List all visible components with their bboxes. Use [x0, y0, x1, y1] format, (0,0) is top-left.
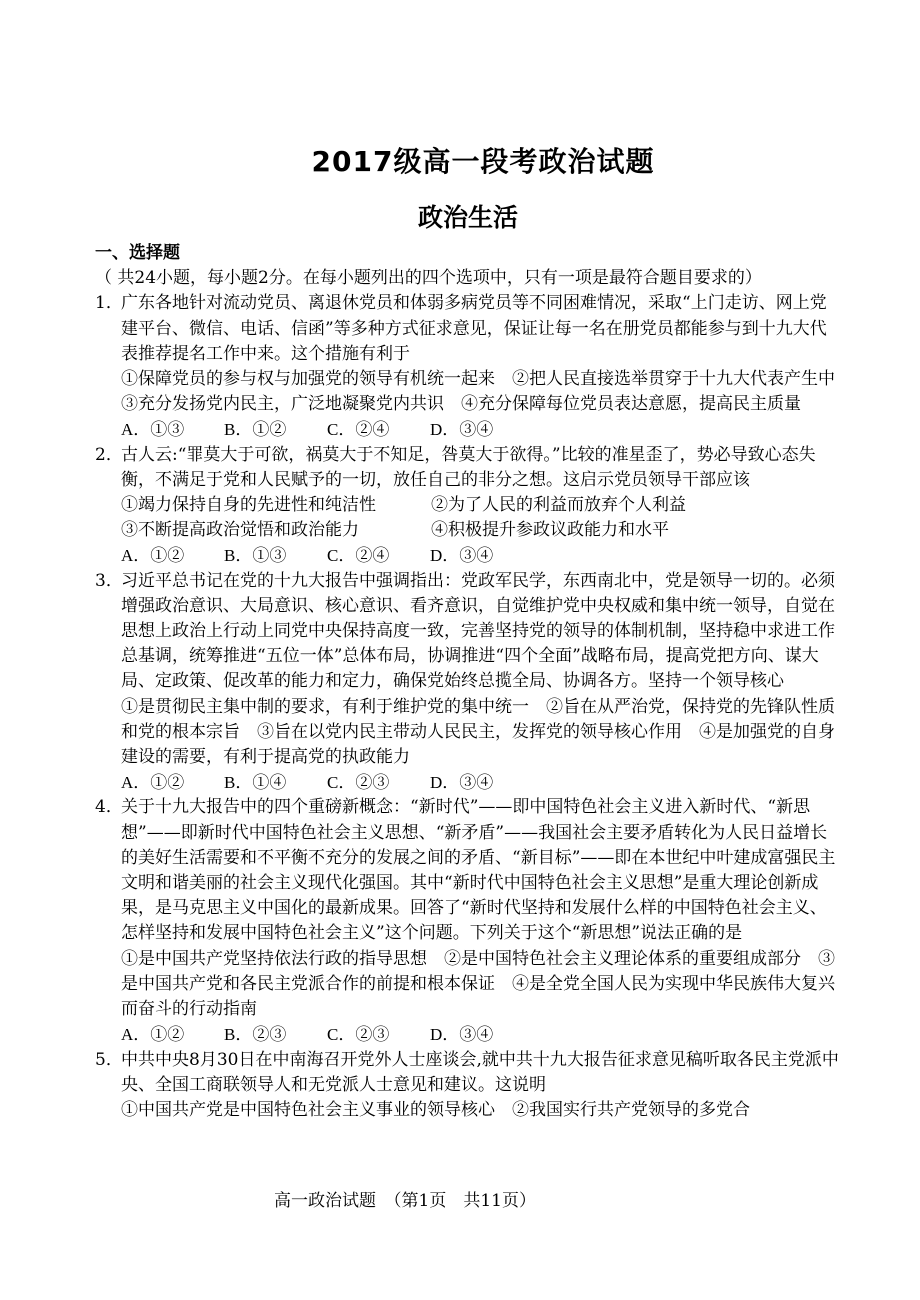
choice-c: C．②③ [327, 773, 390, 793]
question-1 [95, 291, 852, 442]
choice-b: B．①③ [224, 546, 287, 566]
choice-c: C．②④ [327, 420, 390, 440]
question-3 [95, 569, 843, 796]
option-2: ②为了人民的利益而放弃个人利益 [431, 495, 686, 516]
option-line [121, 518, 843, 543]
choice-a: A．①② [121, 773, 185, 793]
option-4: ④积极提升参政议政能力和水平 [431, 520, 669, 541]
section-instruction: （ 共24小题，每小题2分。在每小题列出的四个选项中，只有一项是最符合题目要求的） [95, 268, 762, 289]
choice-a: A．①② [121, 546, 185, 566]
question-options: ①中国共产党是中国特色社会主义事业的领导核心 ②我国实行共产党领导的多党合 [121, 1099, 750, 1120]
section-title: 一、选择题 [95, 243, 180, 263]
question-2 [95, 443, 843, 569]
question-5 [95, 1048, 843, 1124]
choice-a: A．①② [121, 1025, 185, 1045]
answer-choices [121, 543, 843, 568]
question-number: 5． [95, 1049, 123, 1070]
question-options: ①是贯彻民主集中制的要求，有利于维护党的集中统一 ②旨在从严治党，保持党的先锋队性质和党的根本宗旨 ③旨在以党内民主带动人民民主，发挥党的领导核心作用 ④是加强党的自身建设的需要，有利于提高党的执政能力 [121, 696, 835, 768]
question-stem: 关于十九大报告中的四个重磅新概念：“新时代”——即中国特色社会主义进入新时代、“新思想”——即新时代中国特色社会主义思想、“新矛盾”——我国社会主要矛盾转化为人民日益增长的美好生活需要和不平衡不充分的发展之间的矛盾、“新目标”——即在本世纪中叶建成富强民主文明和谐美丽的社会主义现代化强国。其中“新时代中国特色社会主义思想”是重大理论创新成果，是马克思主义中国化的最新成果。回答了“新时代坚持和发展什么样的中国特色社会主义、怎样坚持和发展中国特色社会主义”这个问题。下列关于这个“新思想”说法正确的是 [121, 797, 836, 944]
question-4 [95, 795, 843, 1047]
choice-d: D．③④ [430, 546, 494, 566]
section-heading [95, 241, 843, 291]
question-stem: 古人云:“罪莫大于可欲，祸莫大于不知足，咎莫大于欲得。”比较的准星歪了，势必导致心态失衡，不满足于党和人民赋予的一切，放任自己的非分之想。这启示党员领导干部应该 [121, 444, 816, 490]
choice-c: C．②③ [327, 1025, 390, 1045]
question-options: ①是中国共产党坚持依法行政的指导思想 ②是中国特色社会主义理论体系的重要组成部分 ③是中国共产党和各民主党派合作的前提和根本保证 ④是全党全国人民为实现中华民族伟大复兴而奋斗的行动指南 [121, 948, 835, 1020]
question-options: ①保障党员的参与权与加强党的领导有机统一起来 ②把人民直接选举贯穿于十九大代表产生中 ③充分发扬党内民主，广泛地凝聚党内共识 ④充分保障每位党员表达意愿，提高民主质量 [121, 369, 852, 415]
page-footer: 高一政治试题 （第1页 共11页） [274, 1191, 536, 1211]
answer-choices [121, 417, 843, 442]
choice-d: D．③④ [430, 1025, 494, 1045]
question-stem: 中共中央8月30日在中南海召开党外人士座谈会,就中共十九大报告征求意见稿听取各民主党派中央、全国工商联领导人和无党派人士意见和建议。这说明 [121, 1049, 839, 1095]
option-1: ①竭力保持自身的先进性和纯洁性 [121, 495, 376, 516]
choice-d: D．③④ [430, 773, 494, 793]
answer-choices [121, 770, 843, 795]
choice-b: B．②③ [224, 1025, 287, 1045]
choice-d: D．③④ [430, 420, 494, 440]
exam-content [95, 241, 852, 1123]
choice-b: B．①② [224, 420, 287, 440]
question-number: 4． [95, 797, 123, 818]
question-number: 3． [95, 570, 123, 591]
choice-b: B．①④ [224, 773, 287, 793]
option-line [121, 493, 843, 518]
choice-c: C．②④ [327, 546, 390, 566]
page-subtitle: 政治生活 [417, 203, 518, 232]
question-number: 2． [95, 444, 123, 465]
option-3: ③不断提高政治觉悟和政治能力 [121, 520, 359, 541]
choice-a: A．①③ [121, 420, 185, 440]
question-number: 1． [95, 293, 123, 314]
question-stem: 广东各地针对流动党员、离退休党员和体弱多病党员等不同困难情况，采取“上门走访、网上党建平台、微信、电话、信函”等多种方式征求意见，保证让每一名在册党员都能参与到十九大代表推荐提名工作中来。这个措施有利于 [121, 293, 827, 364]
answer-choices [121, 1022, 843, 1047]
question-stem: 习近平总书记在党的十九大报告中强调指出：党政军民学，东西南北中，党是领导一切的。必须增强政治意识、大局意识、核心意识、看齐意识，自觉维护党中央权威和集中统一领导，自觉在思想上政治上行动上同党中央保持高度一致，完善坚持党的领导的体制机制，坚持稳中求进工作总基调，统筹推进“五位一体”总体布局，协调推进“四个全面”战略布局，提高党把方向、谋大局、定政策、促改革的能力和定力，确保党始终总揽全局、协调各方。坚持一个领导核心 [121, 570, 835, 692]
page-title: 2017级高一段考政治试题 [311, 145, 655, 178]
